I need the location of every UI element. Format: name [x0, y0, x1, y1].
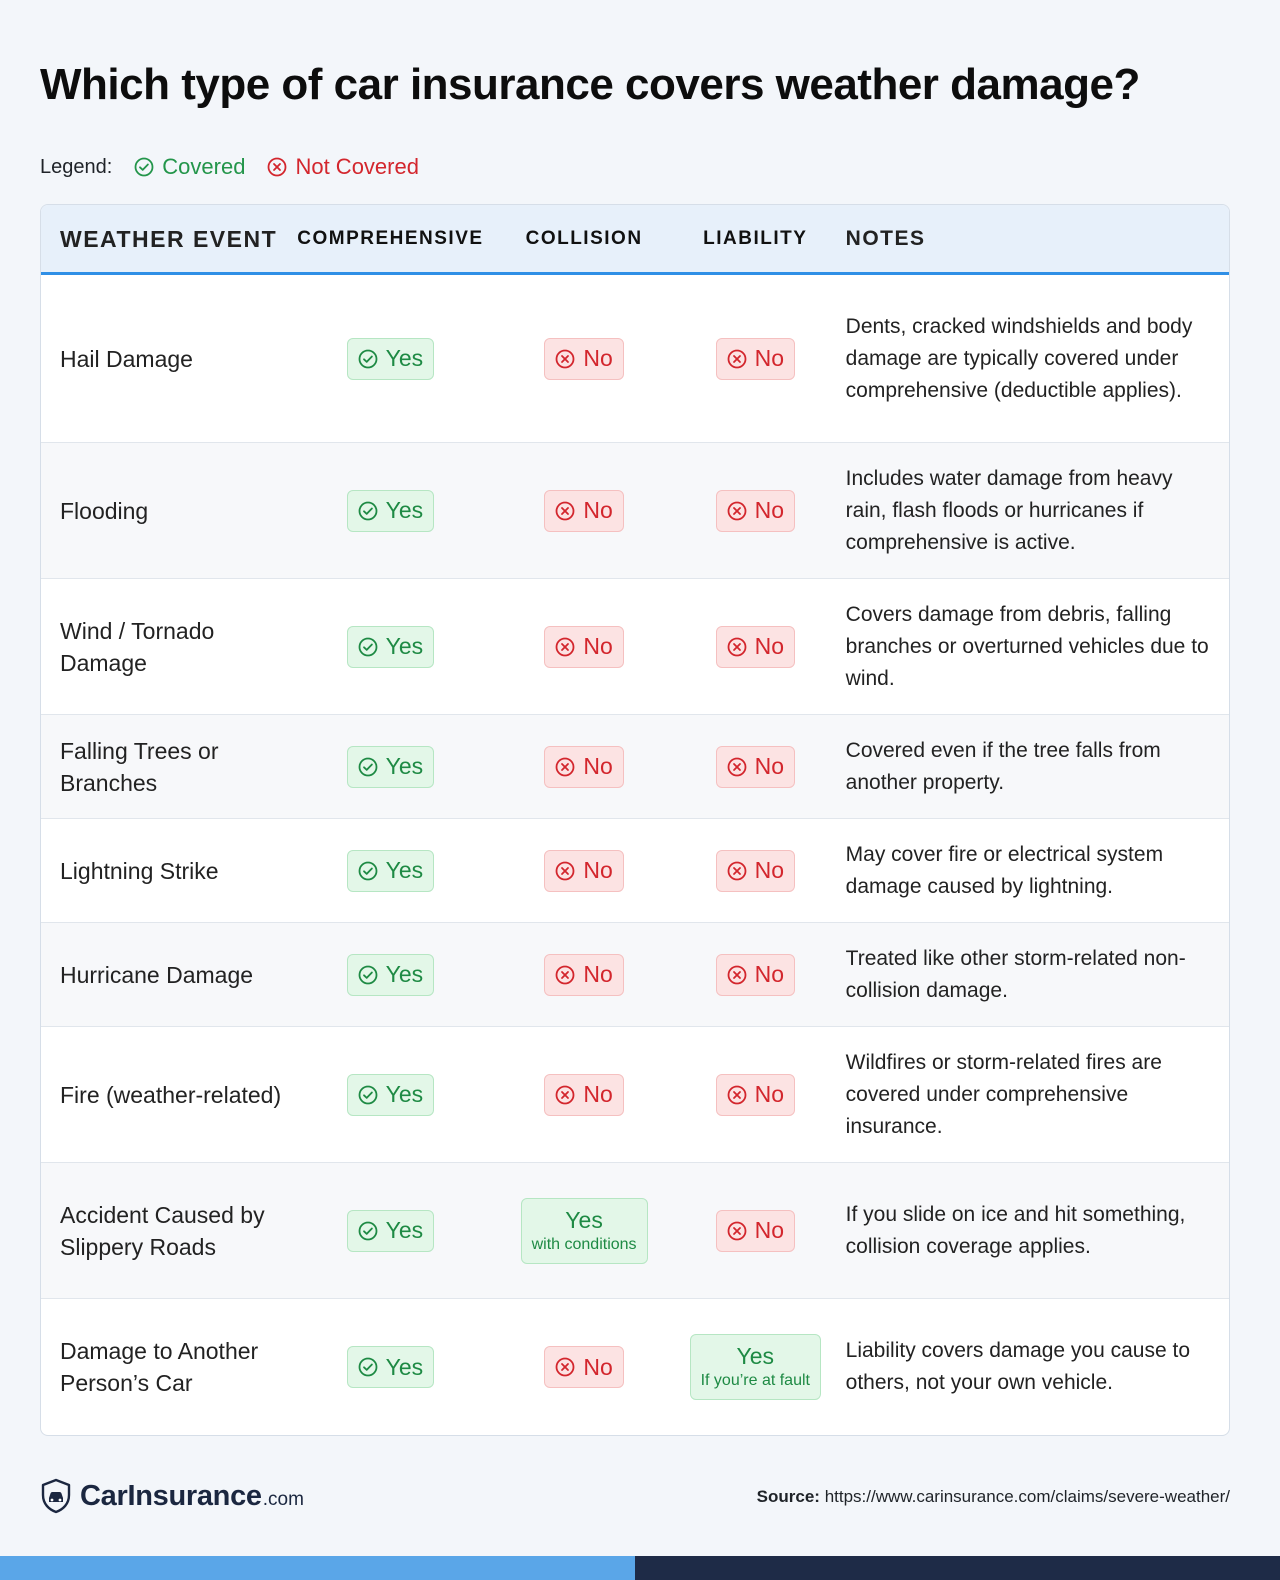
comprehensive-badge	[347, 850, 435, 892]
comprehensive-value: Yes	[385, 961, 424, 987]
header-notes: NOTES	[845, 226, 926, 250]
notes-cell: Covers damage from debris, falling branches or overturned vehicles due to wind.	[845, 602, 1209, 690]
collision-value: Yes	[565, 1206, 603, 1233]
check-circle-icon	[358, 637, 378, 657]
footer-bar-left	[0, 1556, 635, 1580]
brand-name: CarInsurance	[80, 1479, 262, 1512]
collision-cell	[485, 954, 683, 996]
comprehensive-badge	[347, 490, 435, 532]
weather-event-cell: Lightning Strike	[60, 857, 219, 884]
x-circle-icon	[727, 349, 747, 369]
notes-cell: Includes water damage from heavy rain, flash floods or hurricanes if comprehensive is active.	[845, 466, 1173, 554]
weather-event-cell: Falling Trees or Branches	[60, 737, 219, 796]
collision-condition: with conditions	[531, 1235, 637, 1253]
footer-bar-right	[635, 1556, 1280, 1580]
collision-value: No	[583, 633, 613, 659]
check-circle-icon	[358, 1357, 378, 1377]
notes-cell: Treated like other storm-related non-collision damage.	[845, 946, 1186, 1002]
comprehensive-cell	[296, 1210, 486, 1252]
collision-value: No	[583, 345, 613, 371]
liability-cell	[683, 850, 828, 892]
comprehensive-cell	[296, 1074, 486, 1116]
legend-not-covered-label: Not Covered	[295, 154, 419, 179]
comprehensive-cell	[296, 338, 486, 380]
comprehensive-cell	[296, 746, 486, 788]
collision-badge	[521, 1198, 648, 1264]
page-title: Which type of car insurance covers weather damage?	[40, 60, 1140, 109]
liability-condition: If you’re at fault	[700, 1372, 810, 1389]
liability-cell	[683, 490, 828, 532]
collision-value: No	[583, 497, 613, 523]
collision-badge	[544, 490, 623, 532]
table-row	[41, 819, 1229, 923]
check-circle-icon	[134, 157, 154, 177]
table-body	[41, 275, 1229, 1435]
liability-badge	[690, 1334, 821, 1400]
table-row	[41, 923, 1229, 1027]
collision-value: No	[583, 857, 613, 883]
collision-cell	[485, 1198, 683, 1264]
x-circle-icon	[555, 501, 575, 521]
legend-not-covered	[267, 154, 419, 180]
comprehensive-badge	[347, 626, 435, 668]
liability-cell	[683, 1210, 828, 1252]
comprehensive-cell	[296, 1346, 486, 1388]
check-circle-icon	[358, 861, 378, 881]
collision-badge	[544, 954, 623, 996]
collision-value: No	[583, 753, 613, 779]
source-label: Source:	[756, 1487, 820, 1506]
check-circle-icon	[358, 965, 378, 985]
x-circle-icon	[555, 861, 575, 881]
liability-value: No	[754, 961, 784, 987]
check-circle-icon	[358, 1085, 378, 1105]
x-circle-icon	[555, 965, 575, 985]
collision-cell	[485, 1346, 683, 1388]
comprehensive-value: Yes	[385, 1081, 424, 1107]
legend	[40, 154, 441, 180]
comprehensive-value: Yes	[385, 633, 424, 659]
x-circle-icon	[727, 965, 747, 985]
table-row	[41, 579, 1229, 715]
table-row	[41, 715, 1229, 819]
collision-badge	[544, 338, 623, 380]
table-header	[41, 205, 1229, 275]
header-comprehensive: COMPREHENSIVE	[297, 227, 484, 249]
check-circle-icon	[358, 1221, 378, 1241]
comprehensive-badge	[347, 1074, 435, 1116]
comprehensive-value: Yes	[385, 345, 424, 371]
check-circle-icon	[358, 501, 378, 521]
weather-event-cell: Accident Caused by Slippery Roads	[60, 1201, 265, 1260]
liability-badge	[716, 490, 795, 532]
source-citation	[757, 1487, 1230, 1507]
x-circle-icon	[555, 349, 575, 369]
comprehensive-badge	[347, 338, 435, 380]
x-circle-icon	[727, 501, 747, 521]
weather-event-cell: Flooding	[60, 497, 149, 524]
table-row	[41, 275, 1229, 443]
comprehensive-cell	[296, 490, 486, 532]
liability-badge	[716, 850, 795, 892]
collision-badge	[544, 1346, 623, 1388]
liability-cell	[683, 1074, 828, 1116]
notes-cell: Dents, cracked windshields and body damage are typically covered under comprehensive (deductible applies).	[845, 314, 1193, 402]
comprehensive-value: Yes	[385, 857, 424, 883]
coverage-table	[40, 204, 1230, 1436]
check-circle-icon	[358, 349, 378, 369]
liability-badge	[716, 338, 795, 380]
liability-cell	[683, 954, 828, 996]
shield-car-icon	[40, 1478, 72, 1514]
liability-badge	[716, 1210, 795, 1252]
collision-badge	[544, 746, 623, 788]
collision-badge	[544, 1074, 623, 1116]
liability-value: No	[754, 497, 784, 523]
brand-logo	[40, 1478, 304, 1514]
collision-cell	[485, 338, 683, 380]
legend-covered	[134, 154, 245, 180]
liability-value: No	[754, 1081, 784, 1107]
collision-cell	[485, 490, 683, 532]
notes-cell: Liability covers damage you cause to others, not your own vehicle.	[845, 1339, 1191, 1394]
liability-badge	[716, 954, 795, 996]
x-circle-icon	[555, 757, 575, 777]
comprehensive-badge	[347, 1346, 435, 1388]
table-row	[41, 1027, 1229, 1163]
header-collision: COLLISION	[525, 227, 643, 249]
collision-cell	[485, 850, 683, 892]
source-url[interactable]: https://www.carinsurance.com/claims/severe-weather/	[824, 1487, 1230, 1506]
liability-cell	[683, 746, 828, 788]
liability-value: No	[754, 1217, 784, 1243]
comprehensive-cell	[296, 954, 486, 996]
comprehensive-badge	[347, 954, 435, 996]
x-circle-icon	[555, 637, 575, 657]
comprehensive-value: Yes	[385, 497, 424, 523]
table-row	[41, 1163, 1229, 1299]
x-circle-icon	[727, 637, 747, 657]
x-circle-icon	[555, 1357, 575, 1377]
x-circle-icon	[727, 1085, 747, 1105]
collision-badge	[544, 626, 623, 668]
comprehensive-cell	[296, 850, 486, 892]
weather-event-cell: Hail Damage	[60, 345, 193, 372]
table-row	[41, 1299, 1229, 1435]
x-circle-icon	[555, 1085, 575, 1105]
collision-value: No	[583, 961, 613, 987]
comprehensive-cell	[296, 626, 486, 668]
liability-badge	[716, 746, 795, 788]
liability-value: No	[754, 345, 784, 371]
table-row	[41, 443, 1229, 579]
weather-event-cell: Fire (weather-related)	[60, 1081, 282, 1108]
notes-cell: Wildfires or storm-related fires are covered under comprehensive insurance.	[845, 1050, 1162, 1138]
collision-value: No	[583, 1353, 613, 1380]
legend-label: Legend:	[40, 155, 113, 178]
collision-cell	[485, 1074, 683, 1116]
collision-cell	[485, 746, 683, 788]
collision-cell	[485, 626, 683, 668]
liability-badge	[716, 626, 795, 668]
x-circle-icon	[727, 757, 747, 777]
collision-badge	[544, 850, 623, 892]
comprehensive-value: Yes	[385, 1217, 424, 1243]
collision-value: No	[583, 1081, 613, 1107]
weather-event-cell: Damage to Another Person’s Car	[60, 1338, 259, 1396]
legend-covered-label: Covered	[162, 154, 246, 179]
liability-value: No	[754, 633, 784, 659]
liability-cell	[683, 338, 828, 380]
weather-event-cell: Hurricane Damage	[60, 961, 254, 988]
comprehensive-value: Yes	[385, 753, 424, 779]
x-circle-icon	[727, 1221, 747, 1241]
liability-value: Yes	[736, 1343, 775, 1369]
weather-event-cell: Wind / Tornado Damage	[60, 617, 215, 676]
liability-value: No	[754, 753, 784, 779]
x-circle-icon	[727, 861, 747, 881]
check-circle-icon	[358, 757, 378, 777]
notes-cell: If you slide on ice and hit something, collision coverage applies.	[845, 1202, 1186, 1258]
comprehensive-value: Yes	[385, 1353, 424, 1380]
comprehensive-badge	[347, 746, 435, 788]
liability-value: No	[754, 857, 784, 883]
notes-cell: Covered even if the tree falls from another property.	[845, 738, 1161, 794]
header-weather-event: WEATHER EVENT	[60, 225, 278, 252]
notes-cell: May cover fire or electrical system damage caused by lightning.	[845, 842, 1164, 898]
comprehensive-badge	[347, 1210, 435, 1252]
liability-badge	[716, 1074, 795, 1116]
liability-cell	[683, 626, 828, 668]
liability-cell	[683, 1334, 828, 1400]
header-liability: LIABILITY	[703, 227, 808, 249]
x-circle-icon	[267, 157, 287, 177]
brand-domain: .com	[262, 1489, 304, 1510]
